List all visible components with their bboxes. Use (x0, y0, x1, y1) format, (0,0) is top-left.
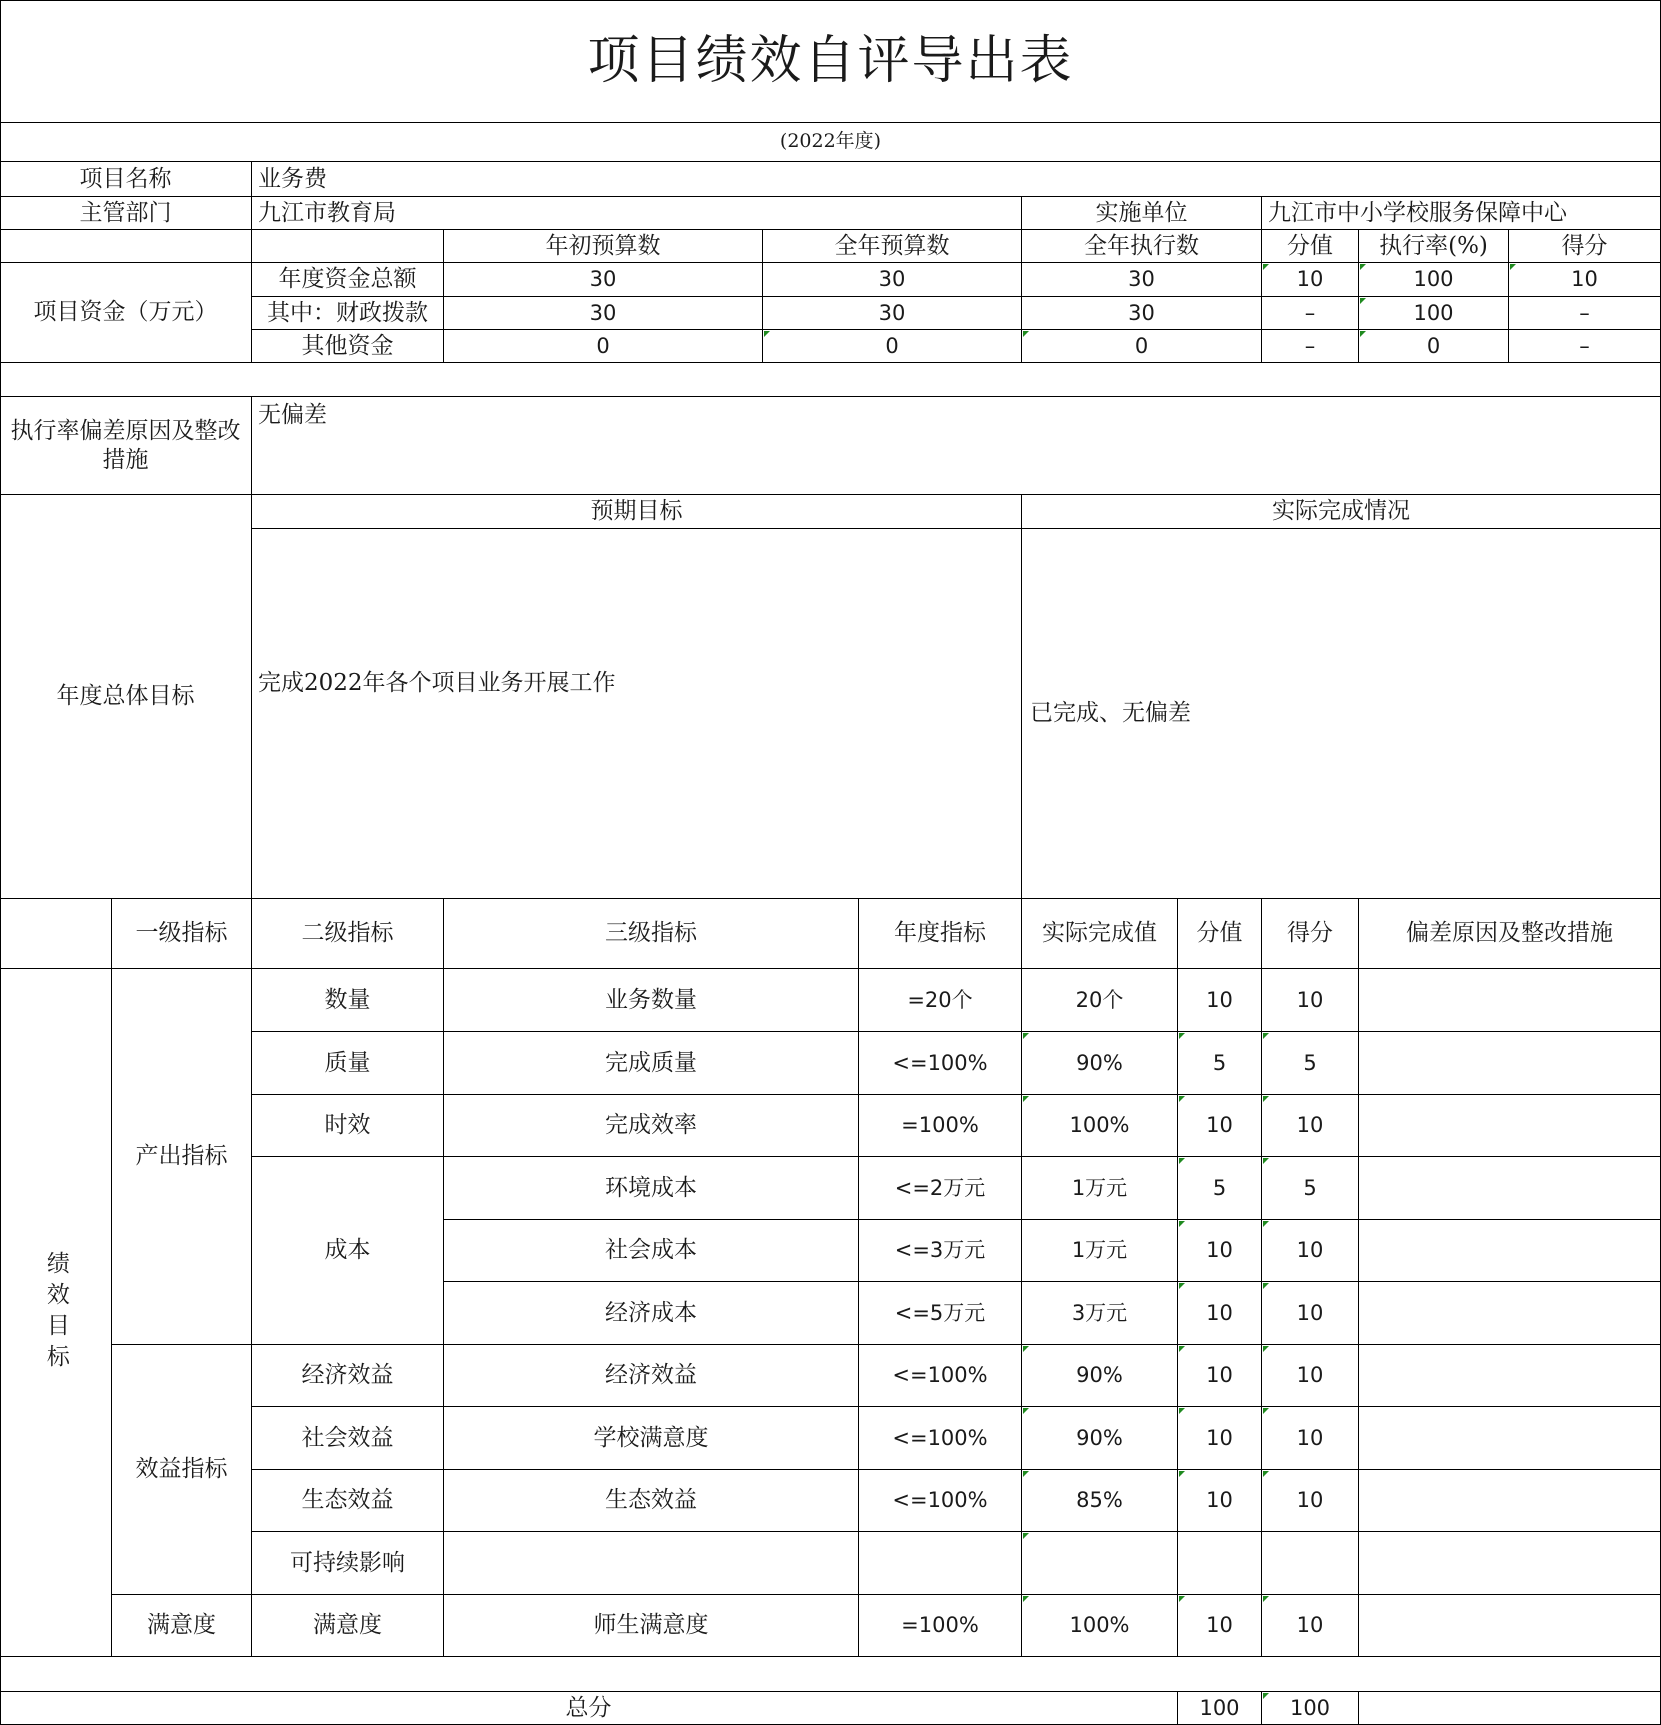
level2-item: 生态效益 (301, 1487, 394, 1514)
grid-line (1261, 196, 1262, 363)
indicator-actual: 100% (1069, 1613, 1130, 1638)
cell-marker (1023, 1408, 1029, 1414)
level1-benefit: 效益指标 (135, 1456, 228, 1483)
indicator-header-actual: 实际完成值 (1042, 920, 1157, 947)
cell-marker (764, 331, 770, 337)
grid-line (443, 229, 444, 363)
indicator-actual: 3万元 (1071, 1300, 1128, 1325)
grid-line (251, 1094, 1661, 1095)
cell-marker (1263, 1283, 1269, 1289)
grid-line (0, 262, 1661, 263)
indicator-value: 5 (1212, 1050, 1227, 1075)
indicator-actual: 100% (1069, 1113, 1130, 1138)
indicator-name: 完成质量 (605, 1049, 697, 1076)
project-name-label: 项目名称 (79, 165, 172, 192)
cell-marker (1263, 1346, 1269, 1352)
cell-marker (1179, 1471, 1185, 1477)
total-label: 总分 (565, 1695, 612, 1722)
cell-marker (1263, 1471, 1269, 1477)
indicator-score: 10 (1296, 1238, 1324, 1263)
grid-line (0, 1691, 1661, 1692)
grid-line (1177, 898, 1178, 1657)
grid-line (1177, 1691, 1178, 1725)
funds-row-label: 其他资金 (301, 332, 394, 359)
indicator-header-score: 得分 (1287, 920, 1333, 947)
grid-line (443, 1281, 1661, 1282)
grid-line (1021, 196, 1022, 363)
indicator-header-value: 分值 (1196, 920, 1243, 947)
indicator-name: 生态效益 (605, 1487, 697, 1514)
funds-cell: 30 (589, 267, 617, 292)
cell-marker (1263, 1096, 1269, 1102)
grid-line (111, 898, 112, 1657)
funds-cell: 30 (878, 300, 906, 325)
indicator-name: 师生满意度 (593, 1612, 709, 1639)
deviation-label: 执行率偏差原因及整改措施 (10, 417, 241, 473)
grid-line (0, 898, 1661, 899)
grid-line (1261, 1691, 1262, 1725)
expected-goal-header: 预期目标 (590, 498, 683, 525)
indicator-value: 10 (1206, 1238, 1233, 1263)
cell-marker (1023, 1533, 1029, 1539)
cell-marker (1360, 298, 1366, 304)
grid-line (0, 362, 1661, 363)
funds-cell: – (1579, 300, 1590, 325)
cell-marker (1263, 1693, 1269, 1699)
level2-item: 可持续影响 (290, 1549, 405, 1576)
cell-marker (1263, 1221, 1269, 1227)
indicator-value: 10 (1206, 1113, 1233, 1138)
grid-line (443, 1219, 1661, 1220)
grid-line (858, 898, 859, 1657)
indicator-target: =100% (901, 1613, 979, 1638)
indicator-value: 10 (1206, 1300, 1233, 1325)
funds-row-label: 其中：财政拨款 (267, 299, 428, 326)
dept-label: 主管部门 (79, 199, 172, 226)
indicator-actual: 20个 (1075, 987, 1124, 1012)
indicator-name: 社会成本 (605, 1237, 697, 1264)
funds-cell: 0 (1134, 333, 1149, 358)
total-value: 100 (1199, 1696, 1240, 1721)
indicator-header-level1: 一级指标 (135, 920, 228, 947)
indicator-value: 5 (1212, 1175, 1227, 1200)
indicator-target: =100% (901, 1113, 979, 1138)
funds-cell: 100 (1413, 267, 1454, 292)
grid-line (1021, 898, 1022, 1657)
performance-goal-label-text: 绩效目标 (42, 1250, 69, 1375)
project-name-value: 业务费 (258, 165, 327, 192)
indicator-score: 10 (1296, 987, 1324, 1012)
cell-marker (1179, 1221, 1185, 1227)
grid-line (1358, 229, 1359, 363)
year-label: (2022年度) (779, 130, 882, 153)
indicator-header-deviation: 偏差原因及整改措施 (1406, 920, 1613, 947)
grid-line (0, 122, 1661, 123)
indicator-value: 10 (1206, 987, 1233, 1012)
indicator-target: <=5万元 (894, 1300, 986, 1325)
grid-line (0, 161, 1661, 162)
grid-line (0, 196, 1661, 197)
indicator-header-target: 年度指标 (894, 920, 986, 947)
funds-cell: 100 (1413, 300, 1454, 325)
cell-marker (1510, 264, 1516, 270)
indicator-actual: 90% (1076, 1425, 1123, 1450)
deviation-value: 无偏差 (258, 402, 327, 428)
cell-marker (1023, 331, 1029, 337)
unit-label: 实施单位 (1095, 199, 1188, 226)
grid-line (251, 161, 252, 363)
cell-marker (1179, 1033, 1185, 1039)
cell-marker (1263, 1033, 1269, 1039)
grid-line (1021, 494, 1022, 899)
funds-cell: 10 (1296, 267, 1324, 292)
cell-marker (1179, 1283, 1185, 1289)
indicator-score: 5 (1303, 1175, 1317, 1200)
grid-line (111, 1344, 1661, 1345)
cell-marker (1179, 1408, 1185, 1414)
indicator-target: <=3万元 (894, 1238, 986, 1263)
cell-marker (1023, 1471, 1029, 1477)
cell-marker (1179, 1596, 1185, 1602)
cell-marker (1179, 1158, 1185, 1164)
grid-line (0, 0, 1, 1725)
total-score: 100 (1289, 1696, 1331, 1721)
annual-goal-label: 年度总体目标 (56, 683, 195, 710)
indicator-value (1178, 1532, 1261, 1594)
indicator-actual: 85% (1076, 1488, 1123, 1513)
funds-group-label: 项目资金（万元） (33, 299, 218, 326)
grid-line (1261, 898, 1262, 1657)
indicator-actual: 90% (1076, 1363, 1123, 1388)
funds-cell: 0 (885, 333, 899, 358)
grid-line (0, 494, 1661, 495)
page-title: 项目绩效自评导出表 (587, 30, 1074, 91)
indicator-actual: 90% (1076, 1050, 1123, 1075)
indicator-name: 完成效率 (605, 1112, 697, 1139)
indicator-score: 10 (1296, 1488, 1324, 1513)
funds-header-rate: 执行率(%) (1379, 232, 1488, 259)
indicator-target: <=100% (892, 1488, 988, 1513)
grid-line (251, 1469, 1661, 1470)
indicator-name: 经济效益 (605, 1362, 697, 1389)
indicator-header-level3: 三级指标 (605, 920, 697, 947)
cell-marker (1023, 1096, 1029, 1102)
grid-line (762, 229, 763, 363)
grid-line (0, 229, 1661, 230)
cell-marker (1023, 1033, 1029, 1039)
indicator-name (444, 1532, 858, 1594)
funds-cell: – (1579, 333, 1590, 358)
grid-line (0, 1656, 1661, 1657)
grid-line (251, 528, 1661, 529)
actual-status-text: 已完成、无偏差 (1030, 700, 1191, 727)
indicator-score: 10 (1296, 1113, 1324, 1138)
indicator-actual: 1万元 (1071, 1238, 1128, 1263)
grid-line (251, 1531, 1661, 1532)
cell-marker (1179, 1096, 1185, 1102)
funds-cell: 30 (1128, 300, 1155, 325)
indicator-name: 经济成本 (605, 1299, 697, 1326)
funds-header-initial: 年初预算数 (545, 232, 661, 259)
level2-item: 数量 (324, 986, 371, 1013)
grid-line (111, 1594, 1661, 1595)
funds-cell: 10 (1571, 267, 1598, 292)
grid-line (251, 898, 252, 1657)
indicator-target: <=100% (892, 1363, 988, 1388)
funds-cell: 30 (589, 300, 617, 325)
funds-header-annual: 全年预算数 (834, 232, 950, 259)
cell-marker (1263, 1596, 1269, 1602)
cell-marker (1360, 331, 1366, 337)
level1-output: 产出指标 (135, 1143, 228, 1170)
grid-line (251, 1156, 1661, 1157)
level2-item: 满意度 (313, 1612, 382, 1639)
indicator-value: 10 (1206, 1363, 1233, 1388)
funds-cell: 0 (1426, 333, 1441, 358)
indicator-value: 10 (1206, 1425, 1233, 1450)
funds-cell: – (1304, 333, 1316, 358)
cell-marker (1023, 1596, 1029, 1602)
grid-line (251, 1406, 1661, 1407)
cell-marker (1263, 264, 1269, 270)
grid-line (251, 296, 1661, 297)
indicator-value: 10 (1206, 1488, 1233, 1513)
grid-line (251, 329, 1661, 330)
grid-line (0, 968, 1661, 969)
level2-item: 经济效益 (301, 1362, 394, 1389)
level2-item: 社会效益 (301, 1424, 394, 1451)
funds-cell: 0 (596, 333, 610, 358)
grid-line (0, 396, 1661, 397)
grid-line (1358, 898, 1359, 1657)
indicator-score: 5 (1303, 1050, 1317, 1075)
dept-value: 九江市教育局 (258, 199, 396, 226)
grid-line (443, 898, 444, 1657)
grid-line (1358, 1691, 1359, 1725)
funds-cell: 30 (1128, 267, 1155, 292)
grid-line (0, 0, 1661, 1)
level1-satisfaction: 满意度 (147, 1612, 216, 1639)
indicator-name: 业务数量 (605, 986, 697, 1013)
expected-goal-text: 完成2022年各个项目业务开展工作 (258, 669, 616, 696)
grid-line (251, 1031, 1661, 1032)
performance-goal-label (0, 969, 111, 1656)
level2-item: 时效 (324, 1112, 371, 1139)
cell-marker (1023, 1346, 1029, 1352)
funds-header-executed: 全年执行数 (1084, 232, 1199, 259)
indicator-target: =20个 (907, 987, 973, 1012)
indicator-header-level2: 二级指标 (301, 920, 394, 947)
actual-status-header: 实际完成情况 (1272, 498, 1410, 525)
funds-cell: 30 (878, 267, 906, 292)
indicator-actual (1022, 1532, 1177, 1594)
level2-item: 成本 (324, 1237, 371, 1264)
indicator-score (1262, 1532, 1358, 1594)
indicator-target: <=2万元 (894, 1175, 986, 1200)
funds-cell: – (1304, 300, 1316, 325)
cell-marker (1263, 1158, 1269, 1164)
cell-marker (1263, 1408, 1269, 1414)
unit-value: 九江市中小学校服务保障中心 (1268, 199, 1567, 226)
indicator-score: 10 (1296, 1363, 1324, 1388)
level2-item: 质量 (324, 1049, 371, 1076)
indicator-score: 10 (1296, 1300, 1324, 1325)
indicator-name: 学校满意度 (593, 1424, 709, 1451)
indicator-value: 10 (1206, 1613, 1233, 1638)
funds-header-score-value: 分值 (1287, 232, 1333, 259)
indicator-score: 10 (1296, 1425, 1324, 1450)
funds-header-score: 得分 (1561, 232, 1608, 259)
indicator-actual: 1万元 (1071, 1175, 1128, 1200)
indicator-name: 环境成本 (605, 1174, 697, 1201)
indicator-target: <=100% (892, 1050, 988, 1075)
indicator-target (859, 1532, 1021, 1594)
indicator-score: 10 (1296, 1613, 1324, 1638)
grid-line (1508, 229, 1509, 363)
cell-marker (1360, 264, 1366, 270)
funds-row-label: 年度资金总额 (278, 266, 417, 293)
indicator-target: <=100% (892, 1425, 988, 1450)
cell-marker (1179, 1346, 1185, 1352)
grid-line (251, 396, 252, 899)
